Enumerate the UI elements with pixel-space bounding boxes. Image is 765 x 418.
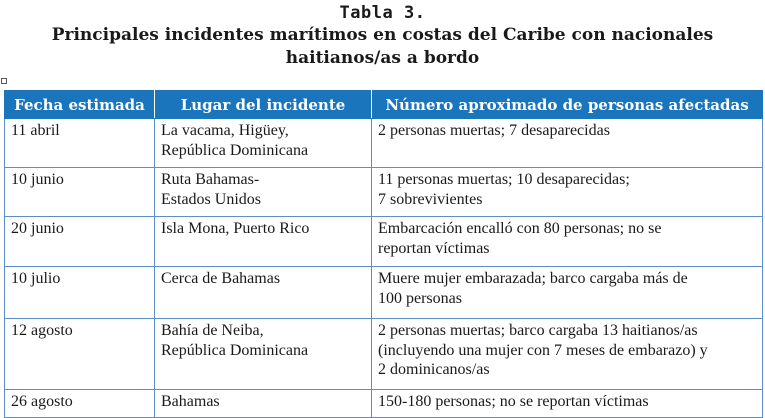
cell-text: Isla Mona, Puerto Rico	[161, 220, 310, 237]
cell-personas	[372, 267, 763, 319]
cell-fecha	[5, 267, 155, 319]
cell-text: Estados Unidos	[161, 190, 261, 208]
cell-text: 150-180 personas; no se reportan víctimas	[378, 393, 649, 410]
cell-text: La vacama, Higüey,	[161, 122, 289, 139]
table-row	[5, 319, 763, 390]
cell-text: 7 sobrevivientes	[378, 190, 483, 208]
cell-text: reportan víctimas	[378, 239, 490, 257]
cell-lugar	[155, 319, 372, 390]
table-title-line: Principales incidentes marítimos en costas del Caribe con nacionales	[51, 25, 714, 45]
table-row	[5, 217, 763, 267]
cell-text: Muere mujer embarazada; barco cargaba más de	[378, 270, 688, 287]
cell-text: Cerca de Bahamas	[161, 270, 281, 287]
column-header-personas: Número aproximado de personas afectadas	[372, 91, 763, 119]
column-header-fecha: Fecha estimada	[5, 91, 155, 119]
cell-text: 11 personas muertas; 10 desaparecidas;	[378, 171, 630, 188]
cell-text: República Dominicana	[161, 141, 309, 159]
cell-personas	[372, 168, 763, 217]
cell-lugar	[155, 390, 372, 418]
cell-text: 10 julio	[11, 270, 61, 287]
incidents-table	[4, 90, 763, 418]
cell-text: 2 personas muertas; 7 desaparecidas	[378, 122, 610, 139]
cell-text: 2 personas muertas; barco cargaba 13 haitianos/as	[378, 322, 698, 339]
column-header-lugar: Lugar del incidente	[155, 91, 372, 119]
table-title	[0, 24, 765, 70]
table-title-line: haitianos/as a bordo	[285, 48, 480, 68]
cell-fecha	[5, 390, 155, 418]
cell-fecha	[5, 168, 155, 217]
cell-fecha	[5, 217, 155, 267]
cell-text: 20 junio	[11, 220, 64, 237]
cell-lugar	[155, 168, 372, 217]
cell-text: 2 dominicanos/as	[378, 361, 490, 378]
cell-text: 26 agosto	[11, 393, 73, 410]
cell-fecha	[5, 319, 155, 390]
cell-text: Bahía de Neiba,	[161, 322, 264, 339]
table-row	[5, 390, 763, 418]
cell-text: (incluyendo una mujer con 7 meses de embarazo) y	[378, 341, 708, 359]
cell-lugar	[155, 267, 372, 319]
table-header-row	[5, 91, 763, 119]
cell-text: Bahamas	[161, 393, 220, 410]
cell-text: República Dominicana	[161, 341, 309, 359]
cell-text: 10 junio	[11, 171, 64, 188]
table-label: Tabla 3.	[339, 3, 426, 23]
table-row	[5, 267, 763, 319]
cell-text: Embarcación encalló con 80 personas; no se	[378, 220, 662, 237]
cell-fecha	[5, 119, 155, 168]
table-caption	[0, 2, 765, 70]
table-row	[5, 119, 763, 168]
cell-personas	[372, 390, 763, 418]
cell-personas	[372, 319, 763, 390]
cell-text: 11 abril	[11, 122, 60, 139]
cell-text: Ruta Bahamas-	[161, 171, 260, 188]
cell-personas	[372, 119, 763, 168]
cell-lugar	[155, 217, 372, 267]
cell-lugar	[155, 119, 372, 168]
cell-text: 12 agosto	[11, 322, 73, 339]
cell-personas	[372, 217, 763, 267]
table-row	[5, 168, 763, 217]
anchor-marker-icon	[1, 78, 7, 84]
cell-text: 100 personas	[378, 289, 462, 307]
